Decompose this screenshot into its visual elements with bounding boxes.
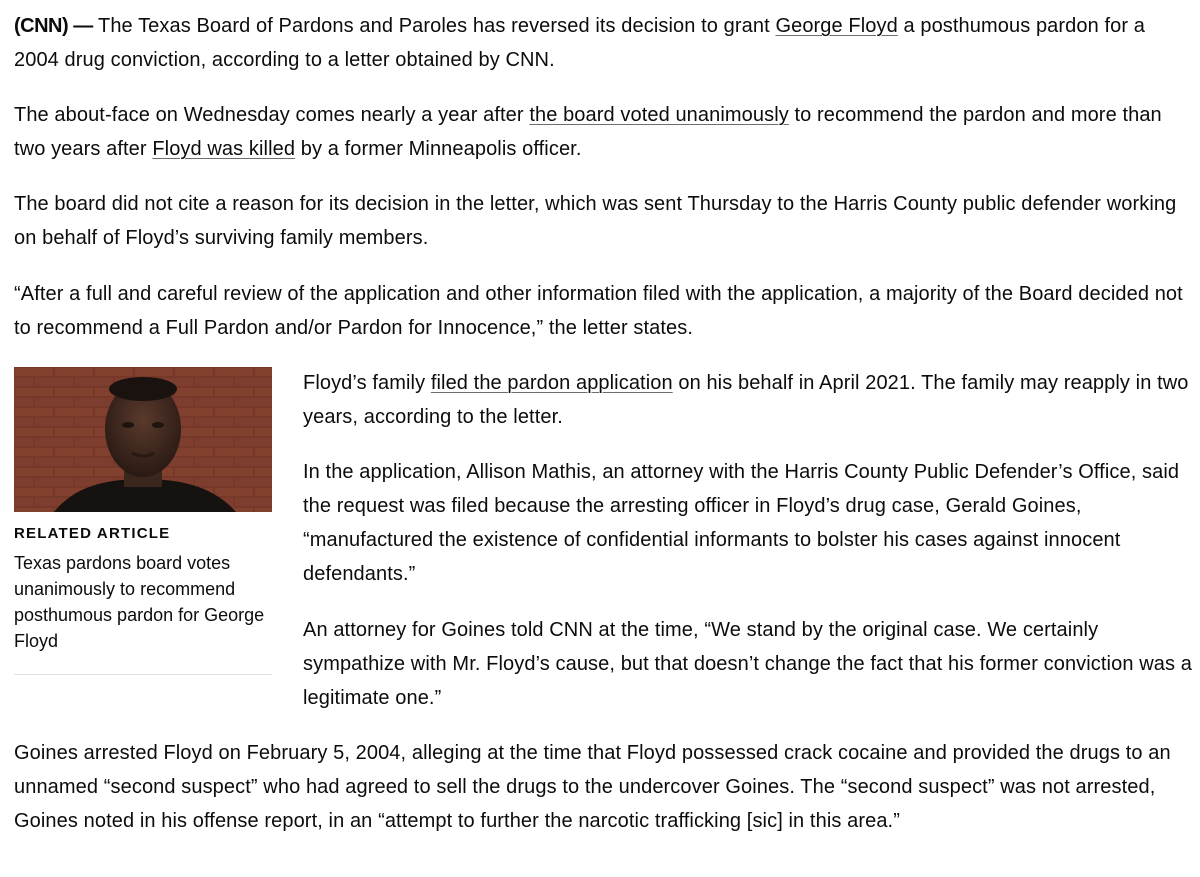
article-paragraph-1: [14, 9, 1189, 77]
article-paragraph-8: Goines arrested Floyd on February 5, 2004, alleging at the time that Floyd possessed crack cocaine and provided the drugs to an unnamed “second suspect” who had agreed to sell the drugs to the undercover Goines. The “second suspect” was not arrested, Goines noted in his offense report, in an “attempt to further the narcotic trafficking [sic] in this area.”: [14, 742, 1171, 832]
article-paragraph-5: [303, 366, 1193, 434]
article-paragraph-2: [14, 98, 1189, 166]
link-floyd-was-killed[interactable]: Floyd was killed: [152, 138, 296, 160]
paragraph-text: The Texas Board of Pardons and Paroles has reversed its decision to grant: [92, 15, 776, 37]
paragraph-text: on his behalf in April 2021. The family may reapply in two years, according to the letter.: [303, 372, 1189, 428]
paragraph-text: to recommend the pardon and more than two years after: [14, 104, 1162, 160]
dateline: (CNN) —: [14, 15, 93, 37]
divider: [14, 674, 272, 675]
portrait-photo: [14, 367, 272, 512]
article-paragraph-3: The board did not cite a reason for its decision in the letter, which was sent Thursday to the Harris County public defender working on behalf of Floyd’s surviving family members.: [14, 193, 1177, 249]
paragraph-text: The about-face on Wednesday comes nearly a year after: [14, 104, 530, 126]
related-article-kicker: RELATED ARTICLE: [14, 525, 171, 542]
related-article-card[interactable]: [14, 367, 272, 675]
related-article-headline[interactable]: Texas pardons board votes unanimously to recommend posthumous pardon for George Floyd: [14, 553, 265, 651]
paragraph-text: by a former Minneapolis officer.: [295, 138, 582, 160]
paragraph-text: Floyd’s family: [303, 372, 431, 394]
paragraph-text: a posthumous pardon for a 2004 drug conviction, according to a letter obtained by CNN.: [14, 15, 1146, 71]
article-paragraph-6: In the application, Allison Mathis, an attorney with the Harris County Public Defender’s Office, said the request was filed because the arresting officer in Floyd’s drug case, Gerald Goines, “manufactured the existence of confidential informants to bolster his cases against innocent defendants.”: [303, 461, 1180, 585]
link-george-floyd[interactable]: George Floyd: [775, 15, 898, 37]
article-paragraph-7: An attorney for Goines told CNN at the time, “We stand by the original case. We certainly sympathize with Mr. Floyd’s cause, but that doesn’t change the fact that his former conviction was a legitimate one.”: [303, 619, 1192, 709]
link-filed-pardon-application[interactable]: filed the pardon application: [430, 372, 673, 394]
link-board-voted-unanimously[interactable]: the board voted unanimously: [529, 104, 789, 126]
article-paragraph-4: “After a full and careful review of the application and other information filed with the application, a majority of the Board decided not to recommend a Full Pardon and/or Pardon for Innocence,” the letter states.: [14, 283, 1183, 339]
related-article-image[interactable]: [14, 367, 272, 512]
